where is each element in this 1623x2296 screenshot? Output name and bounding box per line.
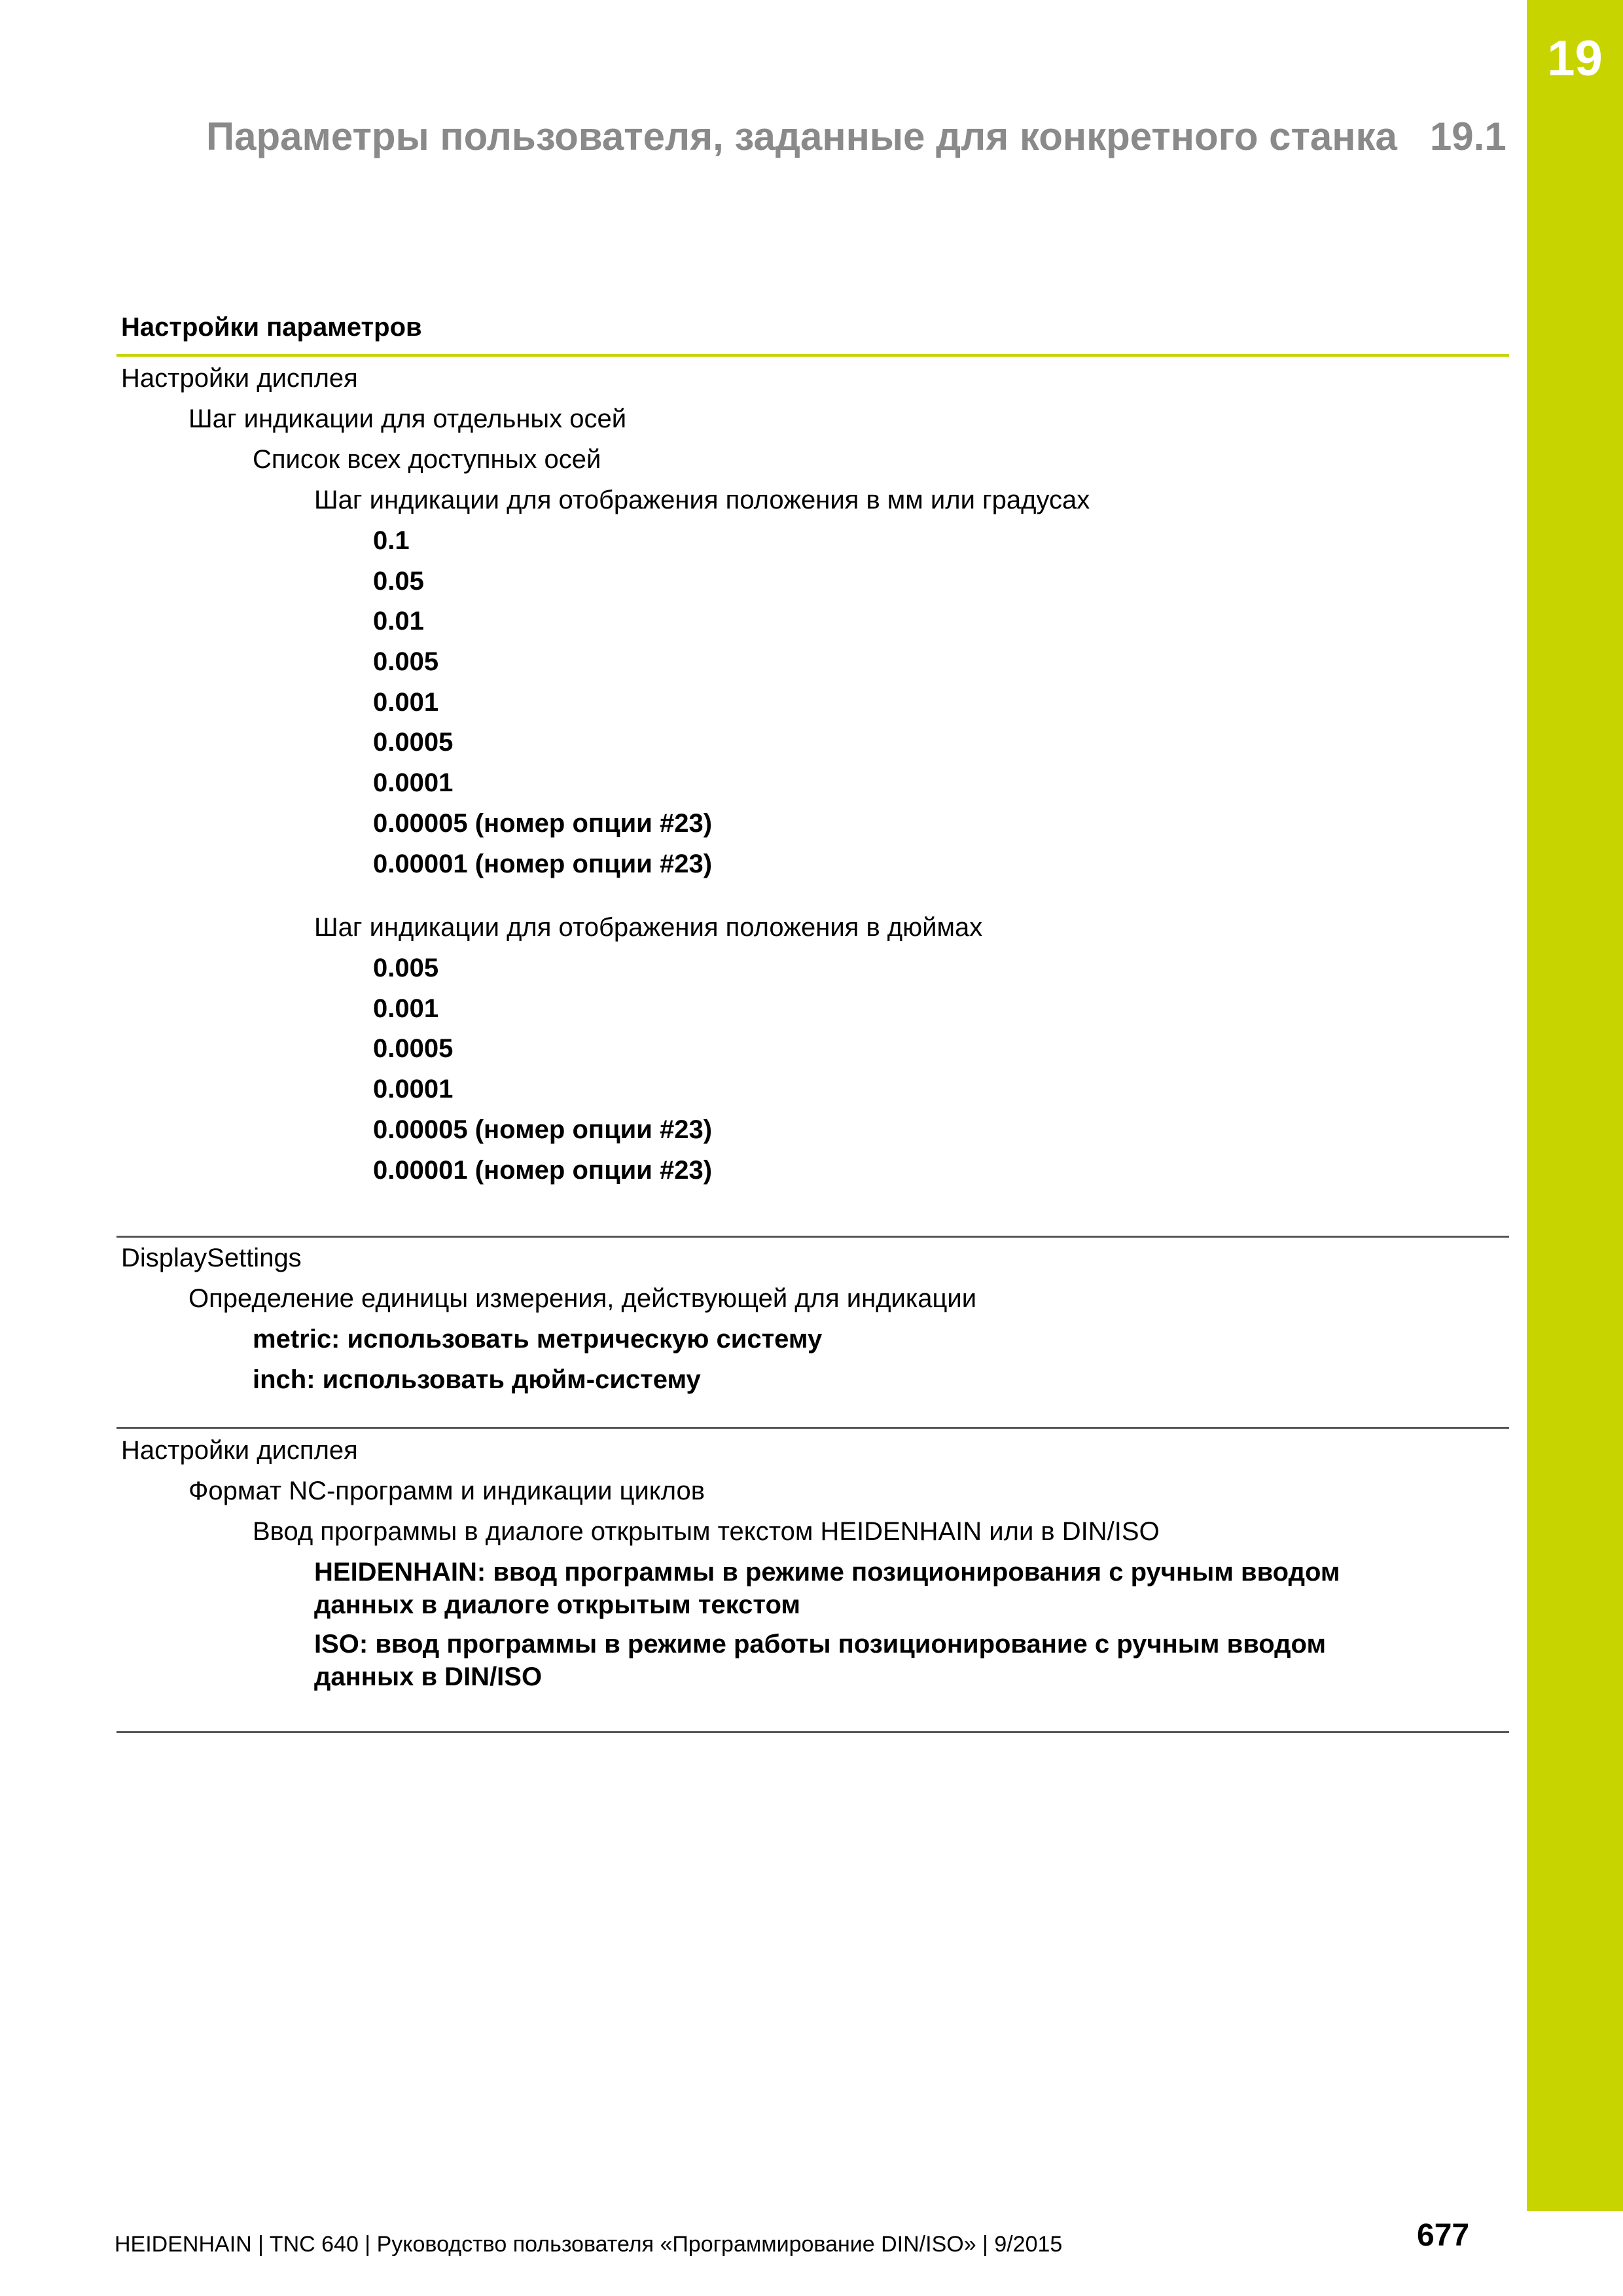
mm-value: 0.01 xyxy=(373,607,424,636)
mm-value: 0.001 xyxy=(373,688,439,717)
inch-value: 0.00005 (номер опции #23) xyxy=(373,1115,713,1144)
b1-level2: Шаг индикации для отдельных осей xyxy=(188,404,627,433)
b3-level2: Формат NC-программ и индикации циклов xyxy=(188,1477,705,1505)
row-divider xyxy=(116,1236,1509,1238)
mm-value: 0.00001 (номер опции #23) xyxy=(373,850,713,878)
b1-level3: Список всех доступных осей xyxy=(253,445,601,474)
b1-inch-heading: Шаг индикации для отображения положения в дюймах xyxy=(314,913,983,942)
table-title: Настройки параметров xyxy=(121,313,422,342)
b2-level2: Определение единицы измерения, действующей для индикации xyxy=(188,1284,977,1313)
chapter-number: 19 xyxy=(1547,31,1603,86)
b2-level1: DisplaySettings xyxy=(121,1244,302,1272)
mm-value: 0.0005 xyxy=(373,728,454,757)
b3-option-heidenhain: HEIDENHAIN: ввод программы в режиме позиционирования с ручным вводом данных в диалоге открытым текстом xyxy=(314,1558,1340,1619)
chapter-side-tab xyxy=(1527,0,1623,2211)
mm-value: 0.0001 xyxy=(373,768,454,797)
b1-mm-heading: Шаг индикации для отображения положения в мм или градусах xyxy=(314,486,1090,514)
b3-level3: Ввод программы в диалоге открытым текстом HEIDENHAIN или в DIN/ISO xyxy=(253,1517,1160,1546)
b3-option-iso: ISO: ввод программы в режиме работы позиционирование с ручным вводом данных в DIN/ISO xyxy=(314,1630,1327,1691)
header-divider xyxy=(116,354,1509,357)
inch-value: 0.0005 xyxy=(373,1034,454,1063)
table-bottom-rule xyxy=(116,1731,1509,1733)
b1-level1: Настройки дисплея xyxy=(121,364,358,393)
page-number: 677 xyxy=(1417,2218,1470,2253)
inch-value: 0.001 xyxy=(373,994,439,1023)
mm-value: 0.05 xyxy=(373,567,424,596)
mm-value: 0.1 xyxy=(373,526,410,555)
mm-value: 0.005 xyxy=(373,647,439,676)
mm-value: 0.00005 (номер опции #23) xyxy=(373,809,713,838)
header-title: Параметры пользователя, заданные для конкретного станка xyxy=(206,115,1397,158)
inch-value: 0.00001 (номер опции #23) xyxy=(373,1156,713,1185)
inch-value: 0.0001 xyxy=(373,1075,454,1103)
row-divider xyxy=(116,1427,1509,1429)
page-header xyxy=(206,115,1507,158)
inch-value: 0.005 xyxy=(373,954,439,982)
b2-option-metric: metric: использовать метрическую систему xyxy=(253,1325,823,1354)
footer-text: HEIDENHAIN | TNC 640 | Руководство пользователя «Программирование DIN/ISO» | 9/2015 xyxy=(115,2232,1063,2257)
b2-option-inch: inch: использовать дюйм-систему xyxy=(253,1365,701,1394)
header-section: 19.1 xyxy=(1429,115,1507,158)
b3-level1: Настройки дисплея xyxy=(121,1436,358,1465)
